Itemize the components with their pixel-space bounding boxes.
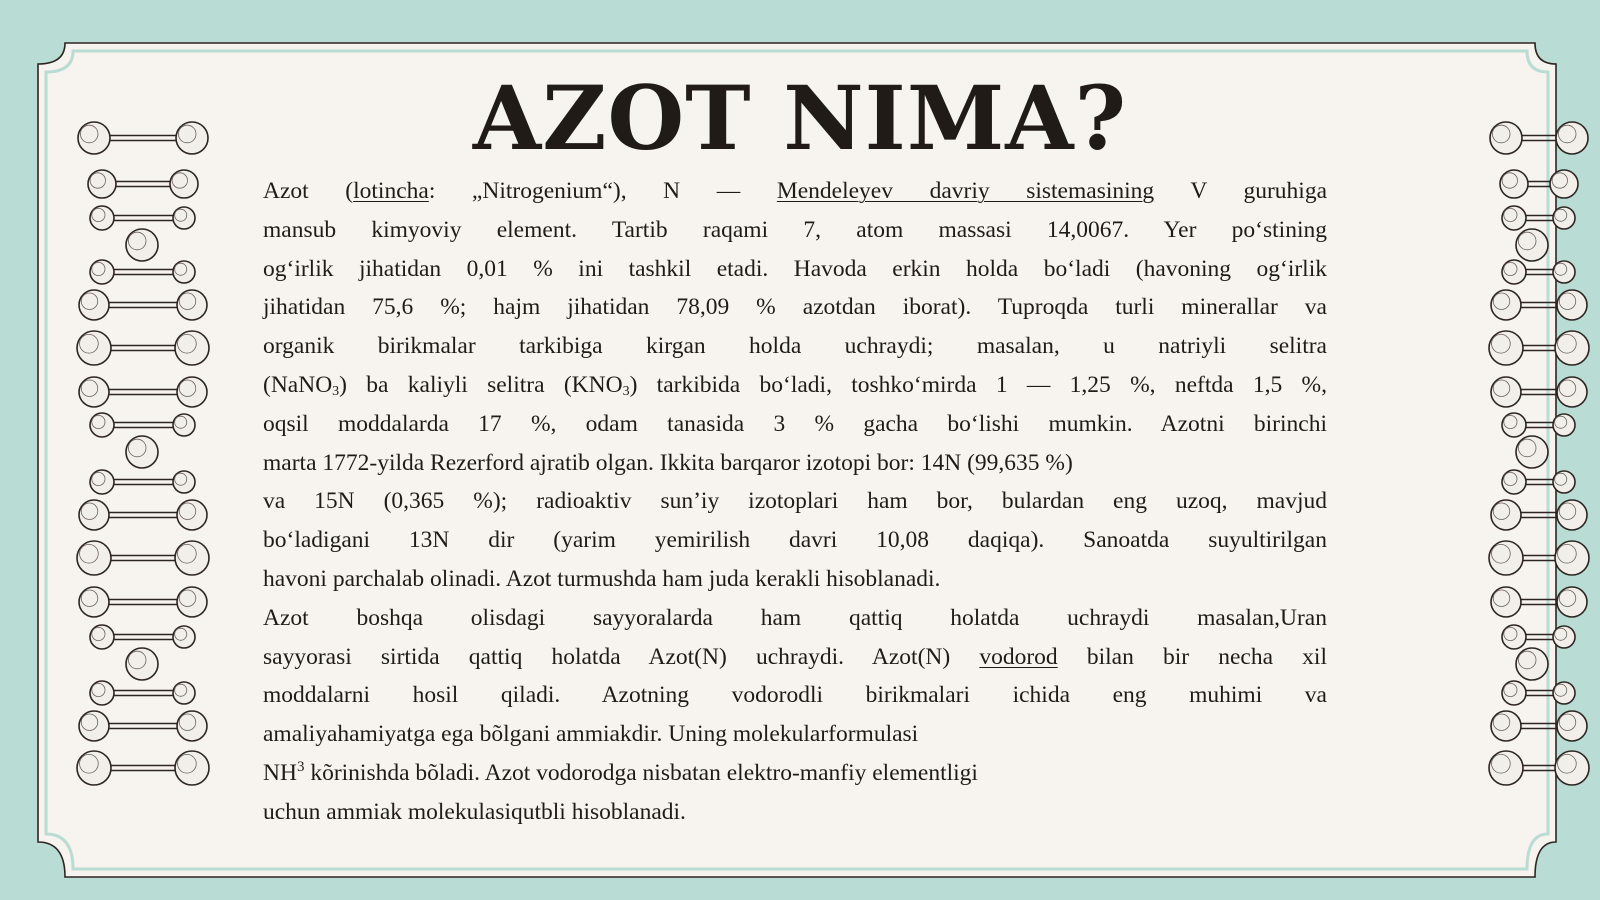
molecule-unit bbox=[1491, 377, 1587, 407]
molecule-unit bbox=[1491, 587, 1587, 617]
molecule-unit bbox=[1516, 648, 1548, 680]
text-run: V guruhiga bbox=[1154, 178, 1327, 204]
text-run: bilan bir necha xil bbox=[1057, 643, 1327, 670]
superscript: 3 bbox=[296, 758, 305, 775]
text-run: Azot ( bbox=[263, 178, 354, 204]
molecule-unit bbox=[1516, 229, 1548, 261]
text-run: : „Nitrogenium“), N — bbox=[428, 178, 777, 204]
molecule-unit bbox=[77, 751, 209, 785]
article-body bbox=[263, 172, 1327, 832]
text-line bbox=[263, 366, 1327, 405]
text-run: ) ba kaliyli selitra (KNO bbox=[339, 371, 623, 398]
molecule-unit bbox=[90, 681, 195, 705]
molecule-unit bbox=[1516, 436, 1548, 468]
molecule-unit bbox=[88, 170, 198, 198]
subscript: 3 bbox=[622, 383, 630, 399]
page-title: AZOT NIMA? bbox=[472, 66, 1128, 170]
molecule-unit bbox=[1489, 751, 1589, 785]
molecule-unit bbox=[90, 470, 195, 494]
molecule-unit bbox=[90, 260, 195, 284]
text-run: ) tarkibida boʻladi, toshkoʻmirda 1 — 1,25 %, neftda 1,5 %, bbox=[629, 371, 1327, 398]
molecule-unit bbox=[79, 290, 207, 320]
molecule-unit bbox=[1502, 260, 1575, 284]
text-line: moddalarni hosil qiladi. Azotning vodorodli birikmalari ichida eng muhimi va bbox=[263, 682, 1327, 709]
text-line: jihatidan 75,6 %; hajm jihatidan 78,09 % azotdan iborat). Tuproqda turli minerallar va bbox=[263, 294, 1327, 321]
text-line: Azot boshqa olisdagi sayyoralarda ham qattiq holatda uchraydi masalan,Uran bbox=[263, 604, 1327, 631]
molecule-unit bbox=[1500, 170, 1578, 198]
molecule-unit bbox=[79, 500, 207, 530]
molecule-unit bbox=[90, 413, 195, 437]
text-line: va 15N (0,365 %); radioaktiv sunʼiy izotoplari ham bor, bulardan eng uzoq, mavjud bbox=[263, 488, 1327, 515]
molecule-unit bbox=[1502, 681, 1575, 705]
molecule-unit bbox=[1502, 470, 1575, 494]
text-line: oqsil moddalarda 17 %, odam tanasida 3 % gacha boʻlishi mumkin. Azotni birinchi bbox=[263, 410, 1327, 437]
subscript: 3 bbox=[332, 383, 340, 399]
text-line: organik birikmalar tarkibiga kirgan holda uchraydi; masalan, u natriyli selitra bbox=[263, 333, 1327, 360]
molecule-unit bbox=[79, 587, 207, 617]
text-line bbox=[263, 754, 1327, 793]
molecule-unit bbox=[79, 377, 207, 407]
link-mendeleyev[interactable]: Mendeleyev davriy sistemasining bbox=[776, 178, 1155, 204]
text-line: ogʻirlik jihatidan 0,01 % ini tashkil etadi. Havoda erkin holda boʻladi (havoning ogʻirlik bbox=[263, 255, 1327, 282]
molecule-unit bbox=[90, 206, 195, 230]
molecule-unit bbox=[1502, 206, 1575, 230]
text-run: (NaNO bbox=[263, 371, 333, 398]
molecule-unit bbox=[1491, 290, 1587, 320]
link-vodorod[interactable]: vodorod bbox=[979, 643, 1058, 670]
molecule-unit bbox=[126, 436, 158, 468]
molecule-unit bbox=[90, 625, 195, 649]
text-run: sayyorasi sirtida qattiq holatda Azot(N) uchraydi. Azot(N) bbox=[263, 643, 980, 670]
text-line: mansub kimyoviy element. Tartib raqami 7, atom massasi 14,0067. Yer poʻstining bbox=[263, 216, 1327, 243]
text-run: kõrinishda bõladi. Azot vodorodga nisbatan elektro-manfiy elementligi bbox=[304, 759, 978, 786]
molecule-unit bbox=[1502, 413, 1575, 437]
text-run: NH bbox=[263, 759, 297, 786]
molecule-unit bbox=[1502, 625, 1575, 649]
text-line: amaliyahamiyatga ega bõlgani ammiakdir. Uning molekularformulasi bbox=[263, 721, 919, 748]
molecule-unit bbox=[1489, 541, 1589, 575]
text-line: uchun ammiak molekulasiqutbli hisoblanadi. bbox=[263, 798, 686, 825]
molecule-unit bbox=[1489, 331, 1589, 365]
molecule-unit bbox=[126, 648, 158, 680]
molecule-unit bbox=[79, 711, 207, 741]
text-line bbox=[263, 172, 1327, 211]
molecule-unit bbox=[1491, 711, 1587, 741]
molecule-unit bbox=[77, 541, 209, 575]
molecule-unit bbox=[126, 229, 158, 261]
link-lotincha[interactable]: lotincha bbox=[353, 178, 429, 204]
molecule-unit bbox=[77, 331, 209, 365]
text-line: havoni parchalab olinadi. Azot turmushda ham juda kerakli hisoblanadi. bbox=[263, 565, 941, 592]
text-line bbox=[263, 638, 1327, 677]
text-line: marta 1772-yilda Rezerford ajratib olgan. Ikkita barqaror izotopi bor: 14N (99,635 %) bbox=[263, 449, 1073, 476]
text-line: boʻladigani 13N dir (yarim yemirilish davri 10,08 daqiqa). Sanoatda suyultirilgan bbox=[263, 527, 1327, 554]
molecule-unit bbox=[1491, 500, 1587, 530]
